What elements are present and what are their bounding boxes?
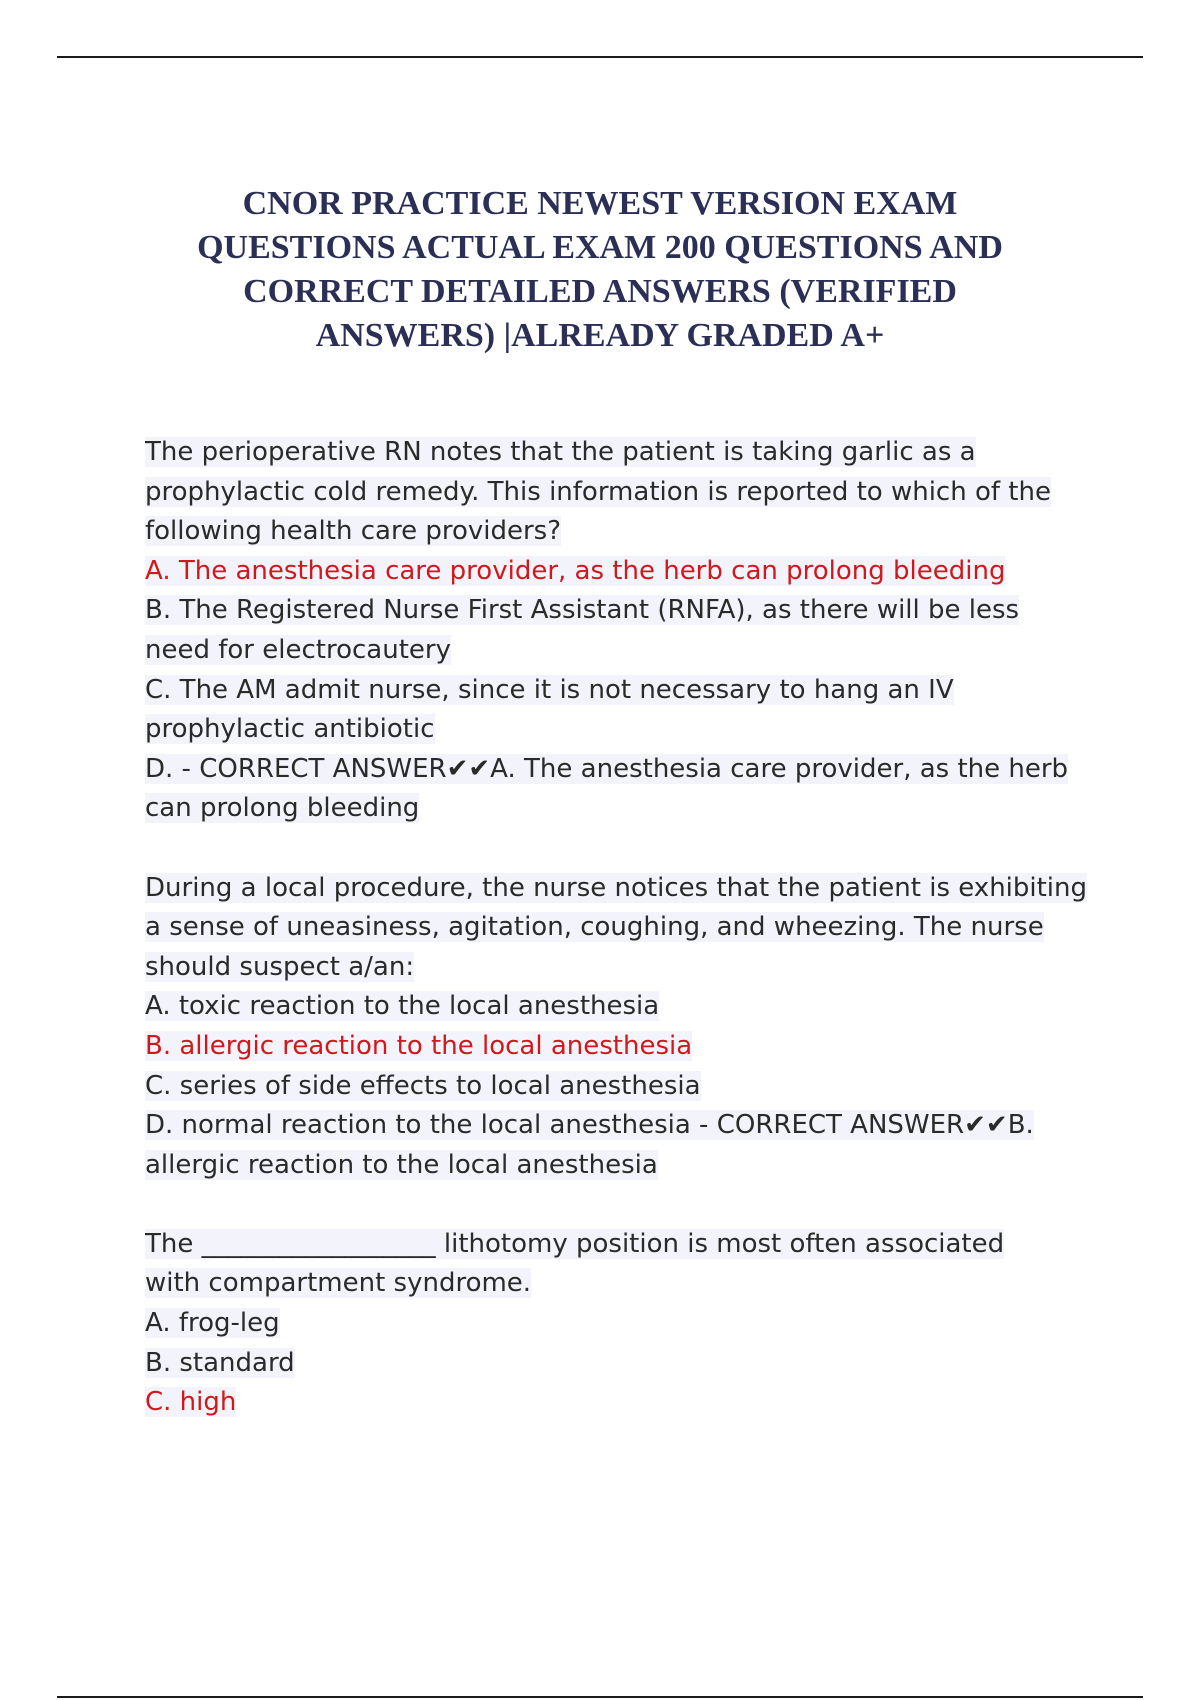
bottom-rule [57,1696,1143,1698]
answer-option-continued: allergic reaction to the local anesthesia [145,1149,658,1180]
question-stem-line: a sense of uneasiness, agitation, coughing, and wheezing. The nurse [145,912,1044,943]
title-line: CORRECT DETAILED ANSWERS (VERIFIED [243,273,957,310]
paragraph-gap [145,1185,1105,1225]
title-line: CNOR PRACTICE NEWEST VERSION EXAM [242,185,958,222]
top-rule [57,56,1143,58]
question-stem-line: following health care providers? [145,516,561,547]
answer-option-correct: A. The anesthesia care provider, as the herb can prolong bleeding [145,555,1006,586]
answer-option: D. - CORRECT ANSWER✔✔A. The anesthesia care provider, as the herb [145,753,1069,784]
answer-option: A. frog-leg [145,1308,280,1339]
answer-option: C. series of side effects to local anesthesia [145,1070,701,1101]
answer-option-continued: need for electrocautery [145,634,451,665]
answer-option-correct: C. high [145,1387,237,1418]
answer-option: A. toxic reaction to the local anesthesia [145,991,660,1022]
question-block [145,433,1105,829]
answer-option-continued: can prolong bleeding [145,793,420,824]
document-body [145,433,1105,1423]
answer-option: C. The AM admit nurse, since it is not necessary to hang an IV [145,674,954,705]
question-stem-line: During a local procedure, the nurse notices that the patient is exhibiting [145,872,1088,903]
question-block [145,869,1105,1186]
question-stem-line: The __________________ lithotomy position is most often associated [145,1228,1005,1259]
question-stem-line: The perioperative RN notes that the patient is taking garlic as a [145,437,976,467]
paragraph-gap [145,829,1105,869]
answer-option-continued: prophylactic antibiotic [145,714,435,745]
answer-option: D. normal reaction to the local anesthesia - CORRECT ANSWER✔✔B. [145,1110,1034,1141]
question-stem-line: with compartment syndrome. [145,1268,532,1299]
answer-option-correct: B. allergic reaction to the local anesthesia [145,1030,693,1061]
question-block [145,1225,1105,1423]
title-line: ANSWERS) |ALREADY GRADED A+ [315,317,885,354]
title-line: QUESTIONS ACTUAL EXAM 200 QUESTIONS AND [197,229,1003,266]
answer-option: B. The Registered Nurse First Assistant (RNFA), as there will be less [145,595,1020,626]
answer-option: B. standard [145,1347,295,1378]
question-stem-line: prophylactic cold remedy. This information is reported to which of the [145,476,1051,507]
question-stem-line: should suspect a/an: [145,951,415,982]
document-title [120,182,1080,358]
